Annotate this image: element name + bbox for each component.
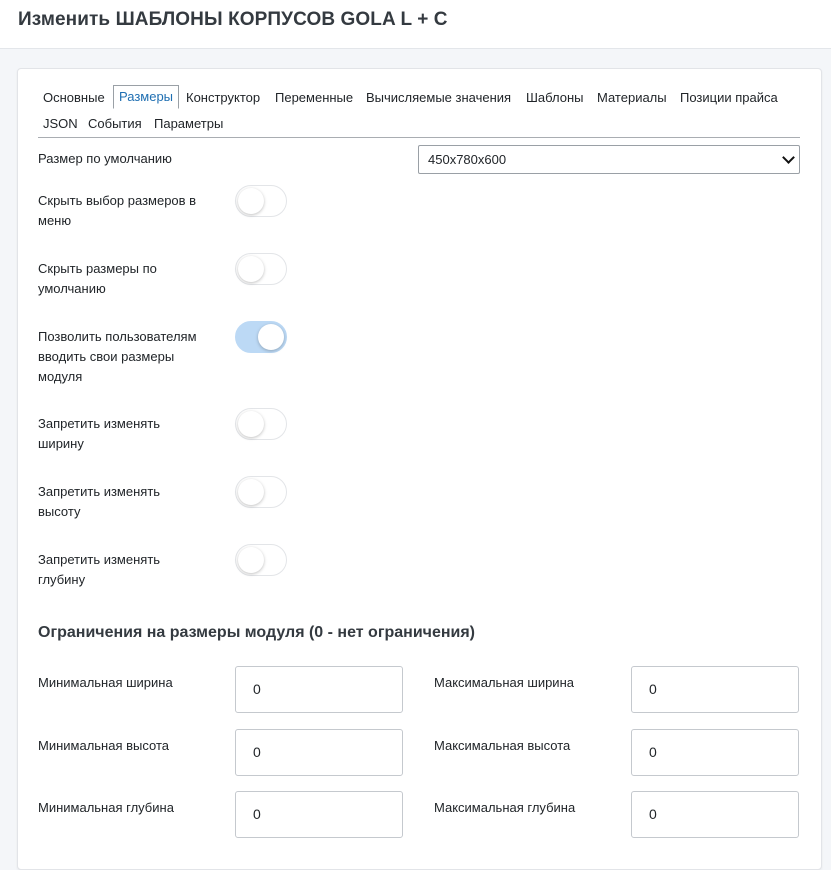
tab-parameters[interactable]: Параметры — [154, 116, 224, 131]
toggle-label-hide-size-menu: Скрыть выбор размеров в меню — [38, 193, 197, 228]
max-depth-input[interactable]: 0 — [631, 791, 799, 838]
toggle-label-lock-height: Запретить изменять высоту — [38, 484, 161, 519]
default-size-select[interactable] — [418, 145, 800, 174]
max-height-input[interactable]: 0 — [631, 729, 799, 776]
default-size-value: 450x780x600 — [428, 152, 507, 167]
tab-events[interactable]: События — [88, 116, 142, 131]
toggle-label-allow-custom-sizes: Позволить пользователям вводить свои размеры модуля — [38, 329, 197, 384]
toggle-lock-width[interactable] — [235, 408, 287, 440]
tab-bar — [38, 83, 800, 138]
tab-variables[interactable]: Переменные — [275, 90, 354, 105]
tab-computed-values[interactable]: Вычисляемые значения — [366, 90, 512, 105]
toggle-knob — [238, 256, 264, 282]
edit-card — [17, 68, 822, 870]
toggle-label-lock-depth: Запретить изменять глубину — [38, 552, 161, 587]
max-height-label: Максимальная высота — [434, 738, 571, 753]
tab-templates[interactable]: Шаблоны — [526, 90, 584, 105]
toggle-knob — [238, 188, 264, 214]
toggle-lock-height[interactable] — [235, 476, 287, 508]
min-width-label: Минимальная ширина — [38, 675, 173, 690]
max-width-label: Максимальная ширина — [434, 675, 574, 690]
min-height-input[interactable]: 0 — [235, 729, 403, 776]
toggle-knob — [238, 411, 264, 437]
tab-basic[interactable]: Основные — [43, 90, 105, 105]
toggle-knob — [258, 324, 284, 350]
toggle-allow-custom-sizes[interactable] — [235, 321, 287, 353]
tab-constructor[interactable]: Конструктор — [186, 90, 261, 105]
tab-price-positions[interactable]: Позиции прайса — [680, 90, 778, 105]
toggle-label-hide-default-sizes: Скрыть размеры по умолчанию — [38, 261, 157, 296]
chevron-down-icon — [782, 151, 795, 164]
min-width-input[interactable]: 0 — [235, 666, 403, 713]
tab-json[interactable]: JSON — [43, 116, 78, 131]
toggle-label-lock-width: Запретить изменять ширину — [38, 416, 161, 451]
page-title: Изменить ШАБЛОНЫ КОРПУСОВ GOLA L + C — [18, 9, 448, 30]
tab-materials[interactable]: Материалы — [597, 90, 667, 105]
toggle-knob — [238, 479, 264, 505]
page-header — [0, 0, 831, 49]
default-size-label: Размер по умолчанию — [38, 151, 172, 166]
max-width-input[interactable]: 0 — [631, 666, 799, 713]
toggle-hide-size-menu[interactable] — [235, 185, 287, 217]
toggle-hide-default-sizes[interactable] — [235, 253, 287, 285]
min-depth-label: Минимальная глубина — [38, 800, 174, 815]
tab-sizes[interactable]: Размеры — [113, 85, 179, 109]
min-depth-input[interactable]: 0 — [235, 791, 403, 838]
min-height-label: Минимальная высота — [38, 738, 169, 753]
toggle-knob — [238, 547, 264, 573]
max-depth-label: Максимальная глубина — [434, 800, 576, 815]
limits-section-title: Ограничения на размеры модуля (0 - нет ограничения) — [38, 624, 476, 641]
toggle-lock-depth[interactable] — [235, 544, 287, 576]
